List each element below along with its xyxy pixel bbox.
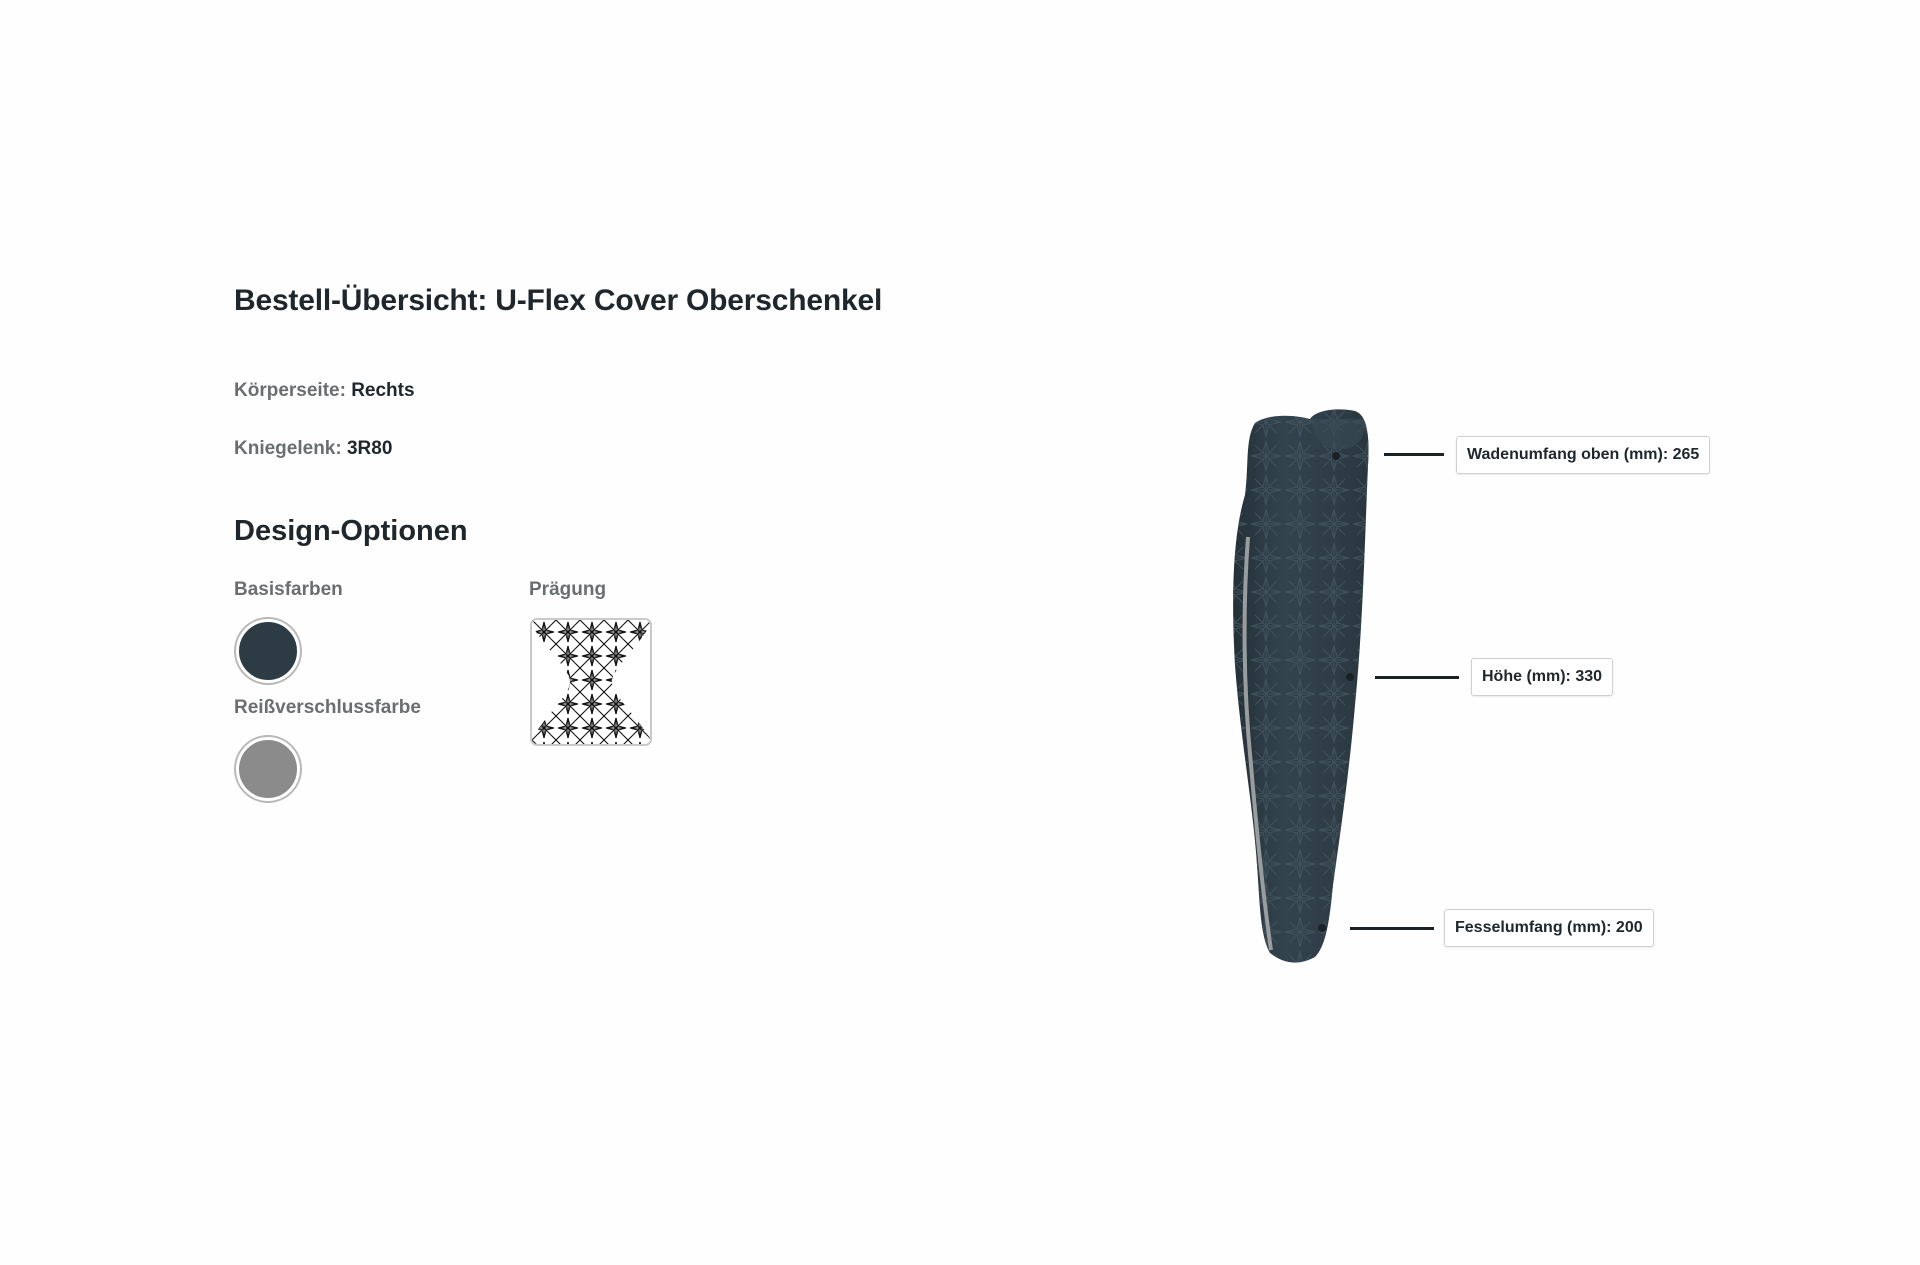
height-callout: Höhe (mm): 330 [1471, 658, 1613, 696]
height-marker [1346, 673, 1354, 681]
calf-top-marker [1332, 452, 1340, 460]
page-title: Bestell-Übersicht: U-Flex Cover Oberschenkel [234, 284, 883, 317]
zipper-color-label: Reißverschlussfarbe [234, 697, 421, 718]
knee-joint-row [234, 438, 392, 460]
calf-top-leader [1384, 453, 1444, 456]
ankle-marker [1318, 924, 1326, 932]
leg-cover-3d-preview[interactable] [1215, 405, 1415, 975]
emboss-pattern-tile[interactable] [530, 618, 652, 746]
design-options-title: Design-Optionen [234, 515, 468, 547]
ankle-callout: Fesselumfang (mm): 200 [1444, 909, 1654, 947]
star-geometric-pattern-icon [532, 620, 650, 744]
height-leader [1375, 676, 1459, 679]
knee-joint-label: Kniegelenk: [234, 438, 342, 459]
body-side-value: Rechts [351, 380, 415, 401]
base-color-swatch[interactable] [236, 619, 300, 683]
knee-joint-value: 3R80 [346, 438, 393, 459]
ankle-leader [1350, 927, 1434, 930]
emboss-label: Prägung [529, 579, 607, 600]
base-color-label: Basisfarben [234, 579, 343, 600]
calf-top-callout: Wadenumfang oben (mm): 265 [1456, 436, 1710, 474]
zipper-color-swatch[interactable] [236, 737, 300, 801]
body-side-label: Körperseite: [234, 380, 346, 401]
body-side-row [234, 380, 415, 402]
